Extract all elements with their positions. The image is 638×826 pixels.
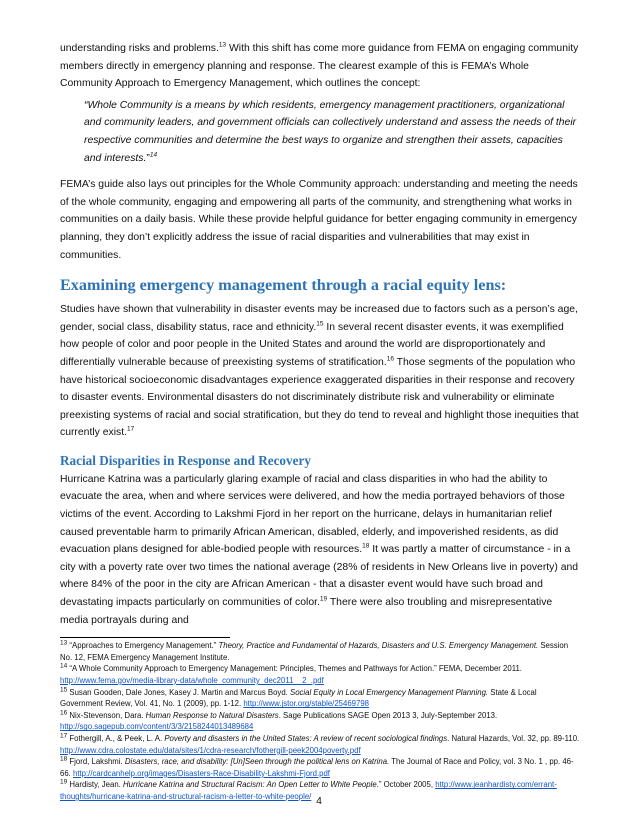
paragraph-intro: understanding risks and problems.$^{13}$ With this shift has come more guidance from FEMA on engaging community members directly in emergency planning and response. The clearest example of this is FEMA’s Whole Community Approach to Emergency Management, which outlines the concept:	[60, 41, 579, 90]
footnote-14-link[interactable]: http://www.fema.gov/media-library-data/whole_community_dec2011__2_.pdf	[60, 676, 324, 685]
footnote-ref-13[interactable]: 13	[218, 41, 227, 49]
footnote-ref-14[interactable]: 14	[149, 151, 158, 159]
block-quote: “Whole Community is a means by which residents, emergency management practitioners, organizational and community leaders, and government officials can collectively understand and assess the needs of their respective communities and determine the best ways to organize and strengthen their assets, capacities and interests.”$^{14}$	[84, 99, 577, 164]
footnote-14: $^{14}$ “A Whole Community Approach to Emergency Management: Principles, Themes and Pathways for Action.” FEMA, December 2011. http://www.fema.gov/media-library-data/whole_community_dec2011__2_.pdf	[60, 662, 522, 685]
footnote-ref-17[interactable]: 17	[126, 425, 135, 433]
footnote-19: $^{19}$ Hardisty, Jean. Hurricane Katrina and Structural Racism: An Open Letter to White People.” October 2005, http://www.jeanhardisty.com/errant-thoughts/hurricane-katrina-and-structural-racism-a-letter-to-white-people/	[60, 778, 557, 801]
footnote-19-link[interactable]: http://www.jeanhardisty.com/errant-thoughts/hurricane-katrina-and-structural-racism-a-letter-to-white-people/	[60, 780, 557, 801]
subsection-heading-disparities: Racial Disparities in Response and Recovery	[60, 452, 311, 468]
footnote-18-link[interactable]: http://cardcanhelp.org/images/Disasters-Race-Disability-Lakshmi-Fjord.pdf	[73, 768, 330, 778]
paragraph-fema-guide: FEMA’s guide also lays out principles for the Whole Community approach: understanding and meeting the needs of the whole community, engaging and empowering all parts of the community, and strengthening what works in communities on a daily basis. While these provide helpful guidance for better engaging community in emergency planning, they don’t explicitly address the issue of racial disparities and vulnerabilities that may exist in communities.	[60, 179, 578, 261]
page-number: 4	[316, 796, 322, 807]
paragraph-katrina: Hurricane Katrina was a particularly glaring example of racial and class disparities in who had the ability to evacuate the area, when and where services were delivered, and how the media portrayed behaviors of those victims of the event. According to Lakshmi Fjord in her report on the hurricane, delays in humanitarian relief caused preventable harm to primarily African American, disabled, elderly, and impoverished residents, as did evacuation plans designed for able-bodied people with resources.$^{18}$ It was partly a matter of circumstance - in a city with a poverty rate over two times the national average (28% of residents in New Orleans live in poverty) and where 84% of the poor in the city are African American - that a disaster event would have such broad and devastating impacts particularly on communities of color.$^{19}$ There were also troubling and misrepresentative media portrayals during and	[60, 473, 579, 626]
footnote-17: $^{17}$ Fothergill, A., & Peek, L. A. Poverty and disasters in the United States: A review of recent sociological findings. Natural Hazards, Vol. 32, pp. 89-110. http://www.cdra.colostate.edu/data/sites/1/cdra-research/fothergill-peek2004poverty.pdf	[60, 732, 580, 755]
footnote-15-link[interactable]: http://www.jstor.org/stable/25469798	[243, 699, 370, 709]
footnote-separator	[60, 637, 230, 638]
section-heading-racial-equity: Examining emergency management through a racial equity lens:	[60, 276, 507, 295]
footnote-18: $^{18}$ Fjord, Lakshmi. Disasters, race, and disability: [Un]Seen through the political lens on Katrina. The Journal of Race and Policy, vol. 3 No. 1 , pp. 46-66. http://cardcanhelp.org/images/Disasters-Race-Disability-Lakshmi-Fjord.pdf	[60, 755, 574, 778]
footnote-17-link[interactable]: http://www.cdra.colostate.edu/data/sites/1/cdra-research/fothergill-peek2004poverty.pdf	[60, 745, 361, 755]
footnote-13: $^{13}$ “Approaches to Emergency Management.” Theory, Practice and Fundamental of Hazards, Disasters and U.S. Emergency Management. Session No. 12, FEMA Emergency Management Institute.	[60, 639, 569, 662]
footnotes	[60, 640, 580, 802]
footnote-ref-18[interactable]: 18	[362, 542, 370, 550]
paragraph-vulnerability: Studies have shown that vulnerability in disaster events may be increased due to factors such as a person’s age, gender, social class, disability status, race and ethnicity.$^{15}$ In several recent disaster events, it was exemplified how people of color and poor people in the United States and around the world are disproportionately and differentially vulnerable because of preexisting systems of stratification.$^{16}$ Those segments of the population who have historical socioeconomic disadvantages experience exaggerated disparities in their response and recovery to disaster events. Environmental disasters do not discriminately distribute risk and vulnerability or eliminate preexisting systems of racial and social stratification, but they do tend to reveal and highlight those inequities that currently exist.$^{17}$	[60, 304, 579, 439]
footnote-15: $^{15}$ Susan Gooden, Dale Jones, Kasey J. Martin and Marcus Boyd. Social Equity in Local Emergency Management Planning. State & Local Government Review, Vol. 41, No. 1 (2009), pp. 1-12. http://www.jstor.org/stable/25469798	[60, 686, 537, 709]
footnote-ref-15[interactable]: 15	[316, 320, 324, 328]
document-page	[60, 40, 580, 803]
footnote-ref-16[interactable]: 16	[386, 355, 394, 363]
footnote-16: $^{16}$ Nix-Stevenson, Dara. Human Response to Natural Disasters. Sage Publications SAGE Open 2013 3, July-September 2013. http://sgo.sagepub.com/content/3/3/2158244013489684	[60, 709, 498, 732]
footnote-ref-19[interactable]: 19	[319, 595, 328, 603]
footnote-16-link[interactable]: http://sgo.sagepub.com/content/3/3/2158244013489684	[60, 722, 254, 732]
